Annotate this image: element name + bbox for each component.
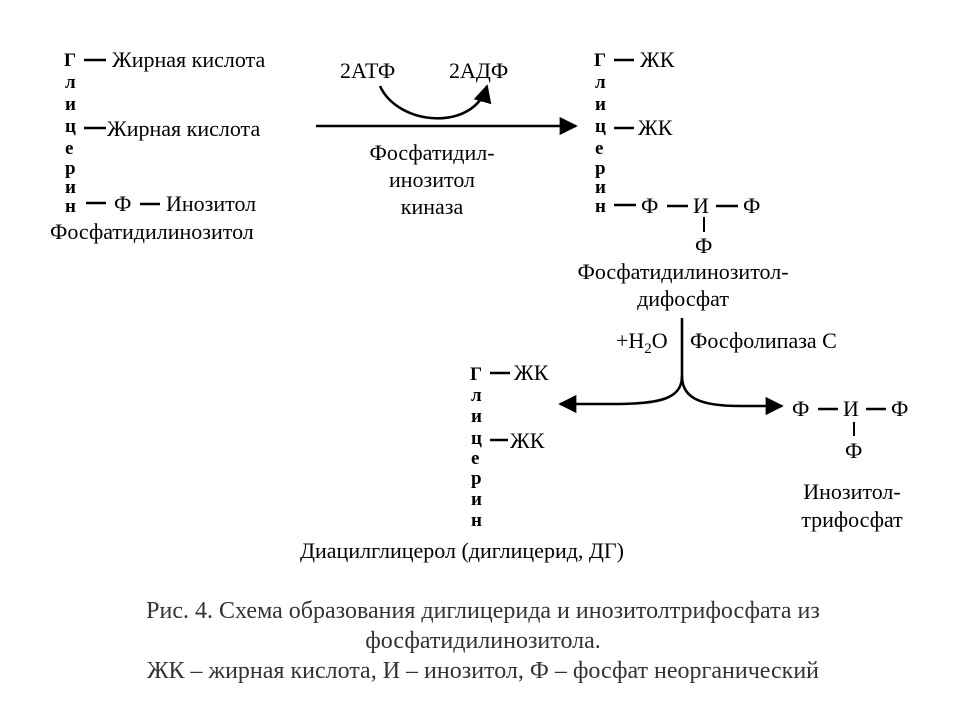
figure-caption-line: фосфатидилинозитола. <box>365 628 601 654</box>
phosphate-label: Ф <box>695 233 713 258</box>
kinase-label: инозитол <box>388 167 476 192</box>
figure-caption-line: Рис. 4. Схема образования диглицерида и инозитолтрифосфата из <box>146 598 820 624</box>
kinase-label: Фосфатидил- <box>369 140 495 165</box>
glycerin-letter: Г <box>64 50 77 71</box>
kinase-label: киназа <box>400 194 464 219</box>
fa-short-label: ЖК <box>638 115 673 140</box>
diacylglycerol-name: Диацилглицерол (диглицерид, ДГ) <box>300 538 624 563</box>
glycerin-letter: е <box>595 138 604 159</box>
inositol-short-label: И <box>693 193 709 218</box>
dg-product-arrow <box>560 376 682 404</box>
fatty-acid-label: Жирная кислота <box>107 116 261 141</box>
glycerin-letter: ц <box>595 116 606 137</box>
fa-short-label: ЖК <box>510 428 545 453</box>
fa-short-label: ЖК <box>640 47 675 72</box>
glycerin-letter: н <box>595 196 606 217</box>
glycerin-letter: р <box>65 158 76 179</box>
glycerin-letter: и <box>471 489 482 510</box>
glycerin-letter: и <box>595 177 606 198</box>
phosphate-label: Ф <box>845 438 863 463</box>
glycerin-letter: и <box>65 94 76 115</box>
glycerin-letter: н <box>65 196 76 217</box>
figure-caption-line: ЖК – жирная кислота, И – инозитол, Ф – фосфат неорганический <box>146 658 820 684</box>
glycerin-letter: Г <box>470 364 483 385</box>
glycerin-letter: и <box>65 177 76 198</box>
phosphatidylinositol-name: Фосфатидилинозитол <box>50 219 254 244</box>
inositol-label: Инозитол <box>166 191 257 216</box>
phosphate-label: Ф <box>641 193 659 218</box>
phosphate-label: Ф <box>891 396 909 421</box>
phosphate-label: Ф <box>792 396 810 421</box>
pip2-name: дифосфат <box>637 286 729 311</box>
pip2-name: Фосфатидилинозитол- <box>577 259 789 284</box>
glycerin-letter: Г <box>594 50 607 71</box>
glycerin-letter: р <box>471 468 482 489</box>
glycerin-letter: л <box>65 72 76 93</box>
glycerin-letter: е <box>65 138 74 159</box>
inositol-short-label: И <box>843 396 859 421</box>
ip3-name: трифосфат <box>801 507 903 532</box>
glycerin-letter: л <box>471 385 482 406</box>
glycerin-letter: ц <box>65 116 76 137</box>
glycerin-letter: е <box>471 448 480 469</box>
water-label: $+H_2O$ <box>616 328 668 357</box>
fatty-acid-label: Жирная кислота <box>112 47 266 72</box>
glycerin-column-pip2 <box>594 50 606 217</box>
glycerin-letter: и <box>595 94 606 115</box>
atp-adp-curved-arrow <box>380 86 487 118</box>
ip3-name: Инозитол- <box>803 479 901 504</box>
atp-label: 2АТФ <box>340 58 396 83</box>
glycerin-letter: р <box>595 158 606 179</box>
glycerin-letter: ц <box>471 428 482 449</box>
ip3-product-arrow <box>682 376 782 406</box>
phosphate-label: Ф <box>743 193 761 218</box>
phospholipase-label: Фосфолипаза С <box>690 328 837 353</box>
fa-short-label: ЖК <box>514 360 549 385</box>
glycerin-letter: и <box>471 406 482 427</box>
glycerin-letter: л <box>595 72 606 93</box>
glycerin-column-dg <box>470 364 482 531</box>
glycerin-letter: н <box>471 510 482 531</box>
phosphate-label: Ф <box>114 191 132 216</box>
adp-label: 2АДФ <box>449 58 509 83</box>
glycerin-column-pi <box>64 50 76 217</box>
